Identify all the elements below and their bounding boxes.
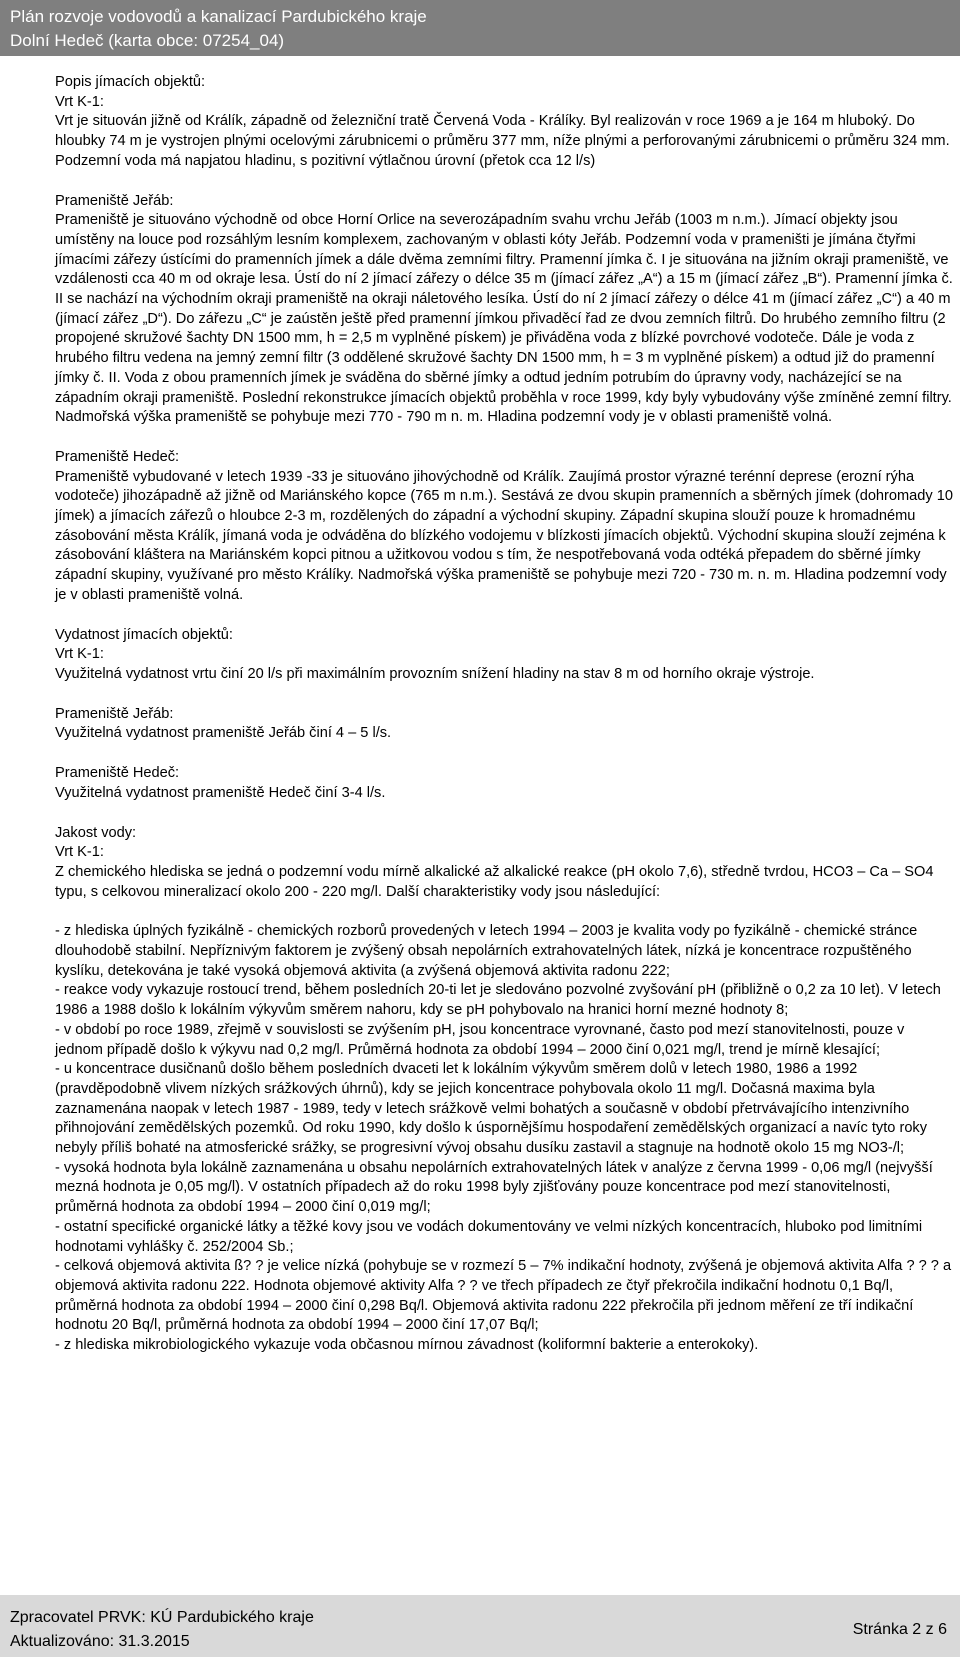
- list-item: - z hlediska úplných fyzikálně - chemických rozborů provedených v letech 1994 – 2003 je kvalita vody po fyzikálně - chemické stránce dlouhodobě stabilní. Nepříznivým faktorem je zvýšený obsah nepolárních extrahovatelných látek, nízká je koncentrace rozpuštěného kyslíku, detekována je také vysoká objemová aktivita (a zvýšená objemová aktivita radonu 222;: [55, 923, 918, 979]
- page-footer: [0, 1595, 960, 1657]
- document-title: Plán rozvoje vodovodů a kanalizací Pardubického kraje: [10, 7, 427, 26]
- hedec-label: Prameniště Hedeč:: [55, 448, 180, 465]
- section-heading-popis: Popis jímacích objektů:: [55, 74, 206, 90]
- jakost-vrt-paragraph: Z chemického hlediska se jedná o podzemní vodu mírně alkalické až alkalické reakce (pH okolo 7,6), středně tvrdou, HCO3 – Ca – SO4 typu, s celkovou mineralizací okolo 200 - 220 mg/l. Další charakteristiky vody jsou následující:: [55, 863, 934, 900]
- section-heading-jakost: Jakost vody:: [55, 824, 137, 841]
- list-item: - vysoká hodnota byla lokálně zaznamenána u obsahu nepolárních extrahovatelných látek v analýze z června 1999 - 0,06 mg/l (nejvyšší mezná hodnota je 0,05 mg/l). V ostatních případech až do roku 1998 byly zjišťovány pouze koncentrace pod mezí stanovitelnosti, průměrná hodnota za období 1994 – 2000 činí 0,019 mg/l;: [55, 1159, 933, 1216]
- vydatnost-hedec-paragraph: Využitelná vydatnost prameniště Hedeč činí 3-4 l/s.: [55, 784, 386, 801]
- page-number: Stránka 2 z 6: [852, 1621, 947, 1638]
- jakost-vrt-label: Vrt K-1:: [55, 844, 104, 861]
- section-heading-vydatnost: Vydatnost jímacích objektů:: [55, 626, 233, 643]
- list-item: - celková objemová aktivita ß? ? je velice nízká (pohybuje se v rozmezí 5 – 7% indikační hodnoty, zvýšená je objemová aktivita Alfa ? ? ? a objemová aktivita radonu 222. Hodnota objemové aktivity Alfa ? ? ve třech případech ze čtyř překročila indikační hodnotu 0,1 Bq/l, průměrná hodnota za období 1994 – 2000 činí 0,298 Bq/l. Objemová aktivita radonu 222 překročila při jednom měření ze tří indikační hodnotu 20 Bq/l, průměrná hodnota za období 1994 – 2000 činí 17,07 Bq/l;: [55, 1258, 952, 1334]
- list-item: - v období po roce 1989, zřejmě v souvislosti se zvýšením pH, jsou koncentrace vyrovnané, často pod mezí stanovitelnosti, pouze v jednom případě došlo k výkyvu nad 0,2 mg/l. Průměrná hodnota za období 1994 – 2000 činí 0,021 mg/l, trend je mírně klesající;: [55, 1021, 905, 1058]
- vydatnost-jerab-label: Prameniště Jeřáb:: [55, 705, 174, 722]
- vrt-label: Vrt K-1:: [55, 93, 104, 110]
- vydatnost-hedec-label: Prameniště Hedeč:: [55, 765, 180, 782]
- list-item: - reakce vody vykazuje rostoucí trend, během posledních 20-ti let je sledováno pozvolné zvyšování pH (přibližně o 0,2 za 10 let). V letech 1986 a 1988 došlo k lokálním výkyvům směrem nahoru, kdy se pH pohybovalo na hranici horní mezné hodnoty 8;: [55, 982, 941, 1019]
- document-body: [55, 73, 955, 1356]
- footer-author: Zpracovatel PRVK: KÚ Pardubického kraje: [10, 1609, 314, 1626]
- jerab-label: Prameniště Jeřáb:: [55, 192, 174, 209]
- list-item: - ostatní specifické organické látky a těžké kovy jsou ve vodách dokumentovány ve velmi nízkých koncentracích, hluboko pod limitními hodnotami vyhlášky č. 252/2004 Sb.;: [55, 1218, 923, 1255]
- vydatnost-jerab-paragraph: Využitelná vydatnost prameniště Jeřáb činí 4 – 5 l/s.: [55, 725, 392, 742]
- page-header: [0, 0, 960, 56]
- footer-updated: Aktualizováno: 31.3.2015: [10, 1633, 190, 1650]
- vrt-paragraph: Vrt je situován jižně od Králík, západně od železniční tratě Červená Voda - Králíky. Byl realizován v roce 1969 a je 164 m hluboký. Do hloubky 74 m je vystrojen plnými ocelovými zárubnicemi o průměru 377 mm, níže plnými a perforovanými zárubnicemi o průměru 324 mm. Podzemní voda má napjatou hladinu, s pozitivní výtlačnou úrovní (přetok cca 12 l/s): [55, 113, 950, 169]
- list-item: - u koncentrace dusičnanů došlo během posledních dvaceti let k lokálním výkyvům směrem dolů v letech 1980, 1986 a 1992 (pravděpodobně vlivem nízkých srážkových úhrnů), kdy se jejich koncentrace pohybovala okolo 11 mg/l. Dočasná maxima byla zaznamenána naopak v letech 1987 - 1989, tedy v letech srážkově velmi bohatých a současně v období přetrvávajícího intenzivního přihnojování zemědělských pozemků. Od roku 1990, kdy došlo k úspornějšímu hospodaření zemědělských organizací a navíc tyto roky nebyly příliš bohaté na atmosferické srážky, se progresivní vývoj obsahu dusíku zastavil a stagnuje na hodnotě okolo 15 mg NO3-/l;: [55, 1061, 928, 1157]
- vydatnost-vrt-label: Vrt K-1:: [55, 646, 104, 663]
- hedec-paragraph: Prameniště vybudované v letech 1939 -33 je situováno jihovýchodně od Králík. Zaujímá prostor výrazné terénní deprese (erozní rýha vodoteče) jihozápadně až jižně od Mariánského kopce (765 m n.m.). Sestává ze dvou skupin pramenních a sběrných jímek (dohromady 10 jímek) a jímacích zářezů o hloubce 2-3 m, rozdělených do západní a východní skupiny. Západní skupina slouží pouze k hromadnému zásobování města Králík, jímaná voda je odváděna do blízkého vodojemu v blízkosti jímacích objektů. Východní skupina slouží zejména k zásobování kláštera na Mariánském kopci pitnou a užitkovou vodou s tím, že nespotřebovaná voda odtéká přepadem do sběrné jímky západní skupiny, využívané pro město Králíky. Nadmořská výška prameniště se pohybuje mezi 720 - 730 m. n. m. Hladina podzemní vody je v oblasti prameniště volná.: [55, 468, 954, 603]
- vydatnost-vrt-paragraph: Využitelná vydatnost vrtu činí 20 l/s při maximálním provozním snížení hladiny na stav 8 m od horního okraje výstroje.: [55, 665, 815, 682]
- jerab-paragraph: Prameniště je situováno východně od obce Horní Orlice na severozápadním svahu vrchu Jeřáb (1003 m n.m.). Jímací objekty jsou umístěny na louce pod rozsáhlým lesním komplexem, zachovaným v oblasti kóty Jeřáb. Podzemní voda v prameništi je jímána čtyřmi jímacími zářezy ústícími do pramenních jímek a dále dvěma zemními filtry. Pramenní jímka č. I je situována na jižním okraji prameniště, ve vzdálenosti cca 40 m od okraje lesa. Ústí do ní 2 jímací zářezy o délce 35 m (jímací zářez „A“) a 15 m (jímací zářez „B“). Pramenní jímka č. II se nachází na východním okraji prameniště na okraji náletového lesíka. Ústí do ní 2 jímací zářezy o délce 41 m (jímací zářez „C“) a 40 m (jímací zářez „D“). Do zářezu „C“ je zaústěn ještě před pramenní jímkou přivaděcí řad ze dvou zemních filtrů. Do hrubého zemního filtru (2 propojené skružové šachty DN 1500 mm, h = 2,5 m vyplněné pískem) je přiváděna voda z blízké povrchové vodoteče. Dále je voda z hrubého filtru vedena na jemný zemní filtr (3 oddělené skružové šachty DN 1500 mm, h = 3 m vyplněné pískem) a odtud již do pramenní jímky č. II. Voda z obou pramenních jímek je sváděna do sběrné jímky a odtud jedním potrubím do úpravny vody, nacházející se na západním okraji prameniště. Poslední rekonstrukce jímacích objektů proběhla v roce 1999, kdy byly vybudovány výše zmíněné zemní filtry. Nadmořská výška prameniště se pohybuje mezi 770 - 790 m n. m. Hladina podzemní vody je v oblasti prameniště volná.: [55, 212, 953, 426]
- list-item: - z hlediska mikrobiologického vykazuje voda občasnou mírnou závadnost (koliformní bakterie a enterokoky).: [55, 1337, 759, 1354]
- document-subtitle: Dolní Hedeč (karta obce: 07254_04): [10, 31, 285, 50]
